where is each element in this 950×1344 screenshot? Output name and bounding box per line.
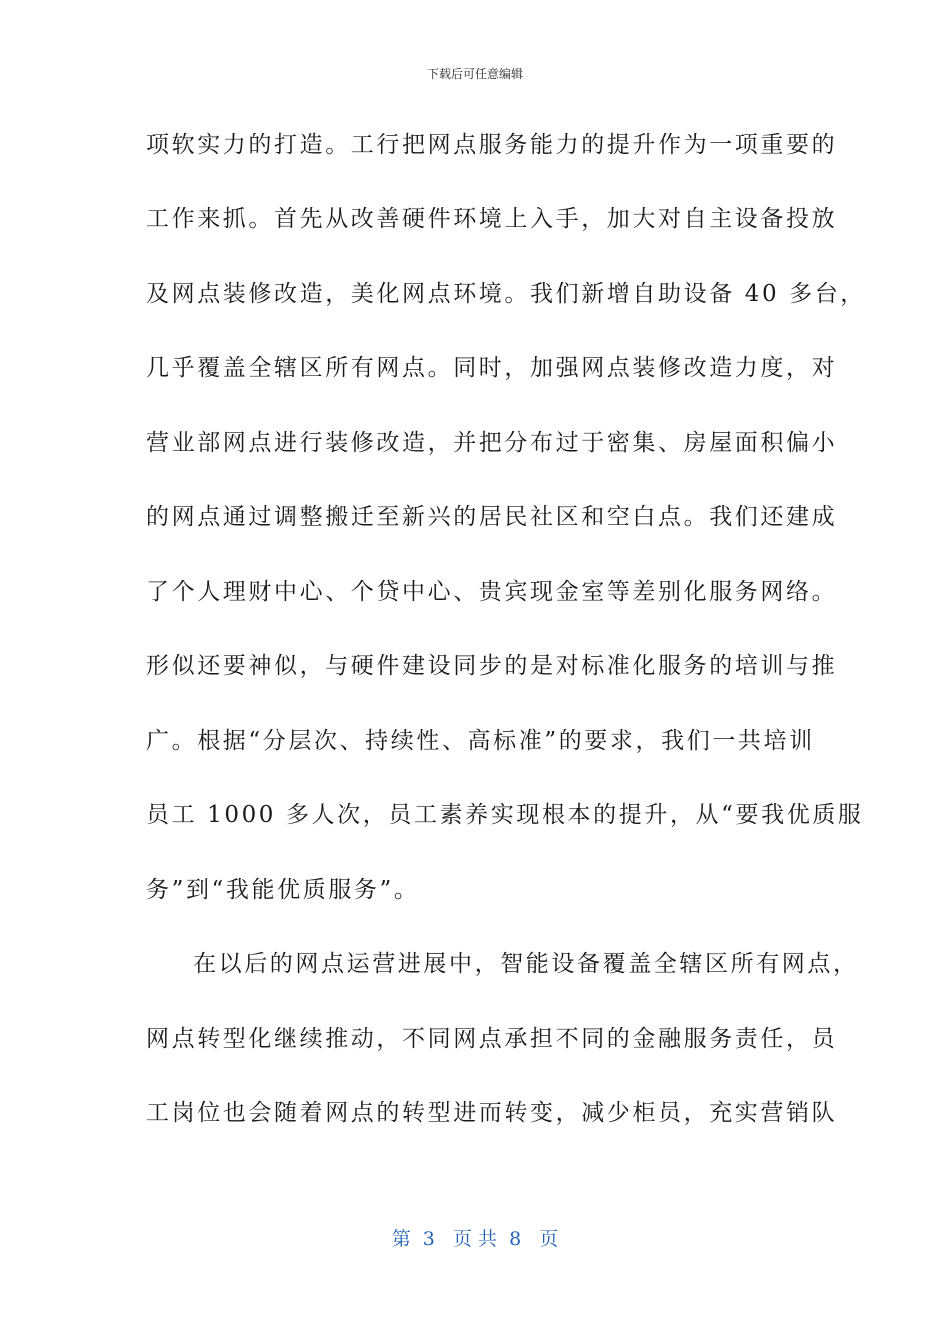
paragraph-line: 项软实力的打造。工行把网点服务能力的提升作为一项重要的 [146,132,838,158]
paragraph-line: 形似还要神似，与硬件建设同步的是对标准化服务的培训与推 [146,653,838,679]
paragraph-line: 了个人理财中心、个贷中心、贵宾现金室等差别化服务网络。 [146,579,838,605]
paragraph-line: 营业部网点进行装修改造，并把分布过于密集、房屋面积偏小 [146,430,838,456]
paragraph-line: 员工 1000 多人次，员工素养实现根本的提升，从“要我优质服 [146,802,864,828]
page-header: 下载后可任意编辑 [426,67,523,81]
paragraph-line: 在以后的网点运营进展中，智能设备覆盖全辖区所有网点， [193,951,859,977]
paragraph-line: 几乎覆盖全辖区所有网点。同时，加强网点装修改造力度，对 [146,355,838,381]
paragraph-line: 务”到“我能优质服务”。 [146,877,420,903]
paragraph-line: 广。根据“分层次、持续性、高标准”的要求，我们一共培训 [146,728,815,754]
page-number-footer: 第 3 页 共 8 页 [391,1228,559,1250]
paragraph-line: 工岗位也会随着网点的转型进而转变，减少柜员，充实营销队 [146,1100,838,1126]
paragraph-line: 的网点通过调整搬迁至新兴的居民社区和空白点。我们还建成 [146,504,838,530]
paragraph-line: 网点转型化继续推动，不同网点承担不同的金融服务责任，员 [146,1026,838,1052]
paragraph-line: 及网点装修改造，美化网点环境。我们新增自助设备 40 多台， [146,281,866,307]
paragraph-line: 工作来抓。首先从改善硬件环境上入手，加大对自主设备投放 [146,206,838,232]
